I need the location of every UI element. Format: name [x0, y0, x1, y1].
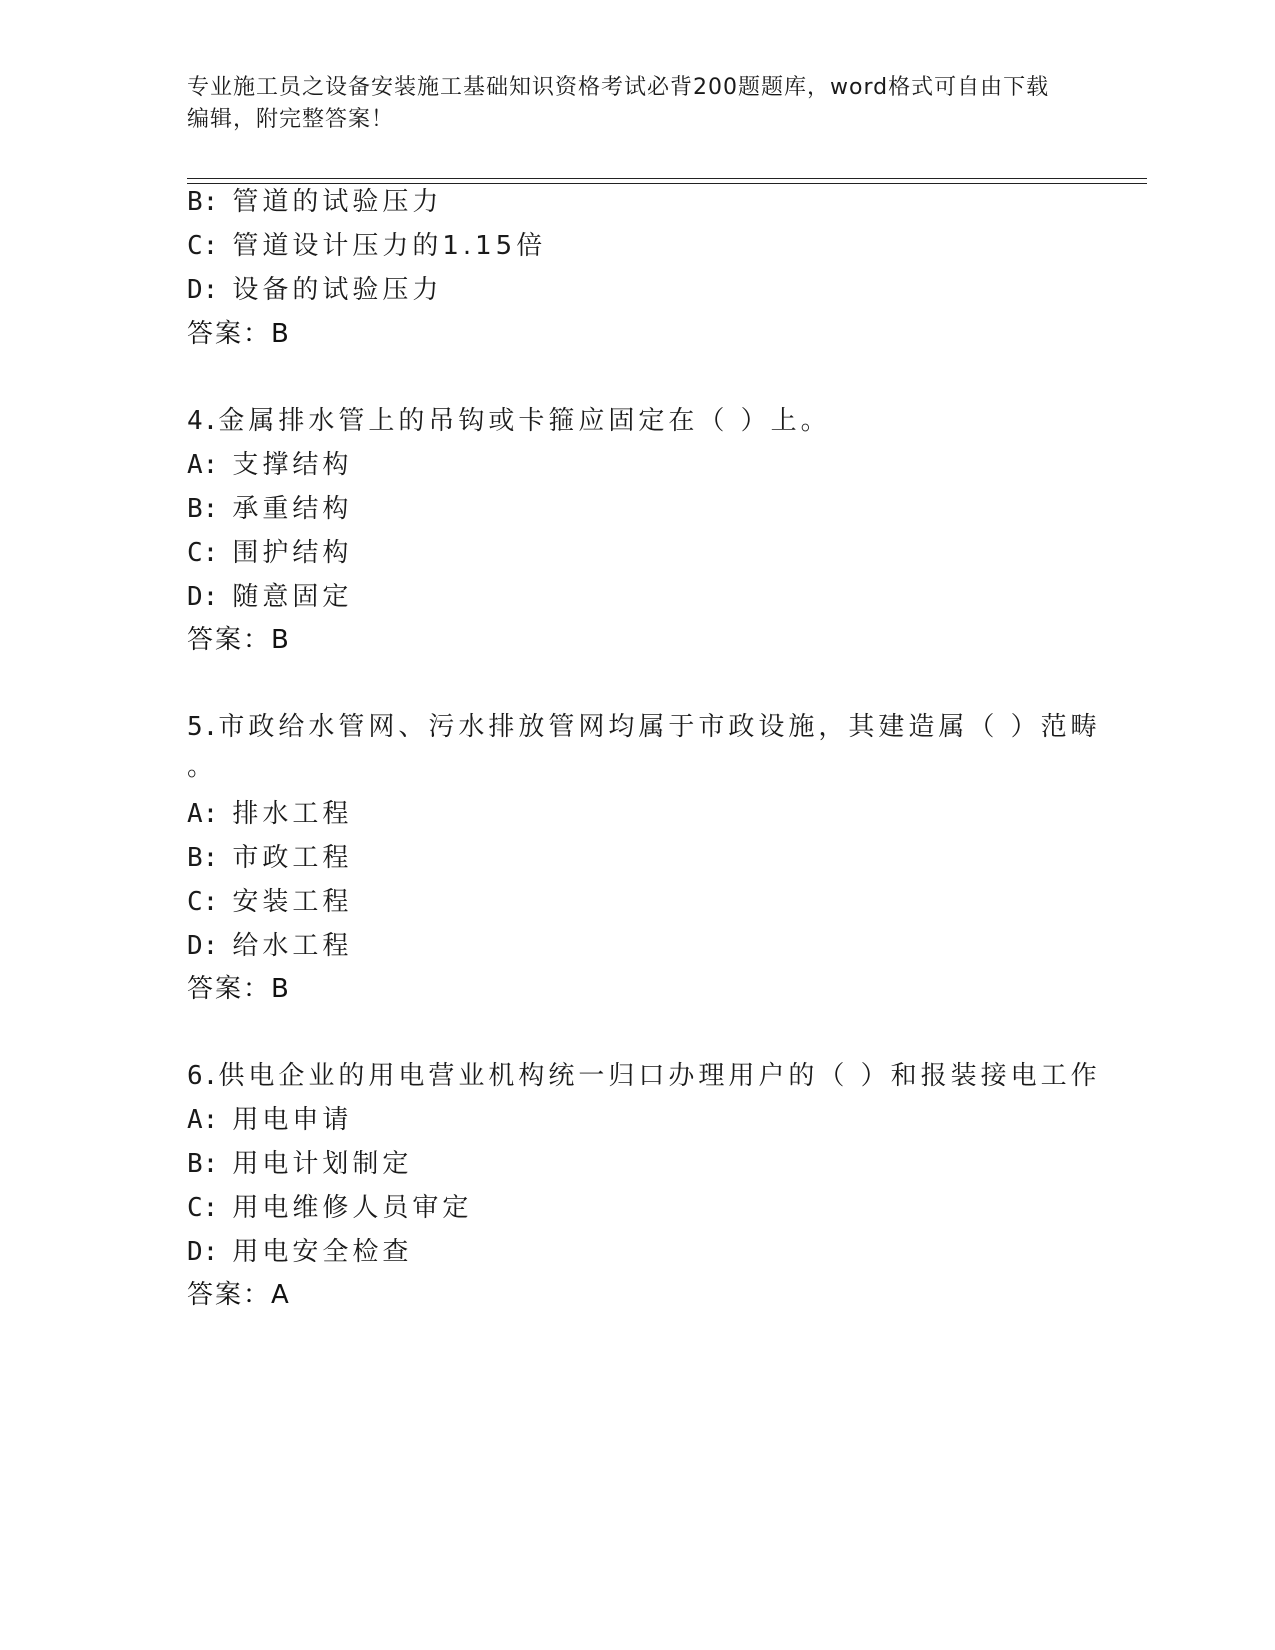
- q5-option-b: [187, 841, 352, 875]
- q4-stem: [187, 404, 831, 438]
- option-text: 用电申请: [232, 1105, 353, 1135]
- option-text: 给水工程: [232, 931, 353, 961]
- q6-answer: [187, 1278, 291, 1312]
- option-text: 用电安全检查: [232, 1237, 413, 1267]
- q5-option-d: [187, 929, 352, 963]
- q6-option-b: [187, 1147, 412, 1181]
- option-text: 用电维修人员审定: [232, 1193, 473, 1223]
- q3-option-d: [187, 273, 442, 307]
- q5-option-a: [187, 797, 352, 831]
- option-label: C:: [187, 231, 219, 261]
- option-label: A:: [187, 450, 219, 480]
- question-text: 金属排水管上的吊钩或卡箍应固定在（ ）上。: [218, 406, 831, 436]
- option-text: 围护结构: [232, 538, 353, 568]
- option-label: A:: [187, 799, 219, 829]
- option-text: 市政工程: [232, 843, 353, 873]
- q4-option-d: [187, 580, 352, 614]
- answer-value: A: [271, 1280, 291, 1310]
- option-text: 设备的试验压力: [232, 275, 443, 305]
- header-divider-top: [187, 178, 1147, 179]
- option-label: C:: [187, 1193, 219, 1223]
- question-text: 供电企业的用电营业机构统一归口办理用户的（ ）和报装接电工作: [218, 1061, 1101, 1091]
- answer-label: 答案：: [187, 974, 272, 1004]
- option-text: 用电计划制定: [232, 1149, 413, 1179]
- option-label: B:: [187, 187, 219, 217]
- option-label: D:: [187, 275, 219, 305]
- option-label: B:: [187, 843, 219, 873]
- header-divider-bottom: [187, 183, 1147, 184]
- option-text: 排水工程: [232, 799, 353, 829]
- answer-label: 答案：: [187, 1280, 272, 1310]
- option-label: B:: [187, 1149, 219, 1179]
- option-label: C:: [187, 538, 219, 568]
- question-number: 6.: [187, 1061, 219, 1091]
- q5-answer: [187, 972, 291, 1006]
- answer-value: B: [271, 319, 291, 349]
- question-text-tail: 。: [187, 752, 218, 782]
- q6-option-a: [187, 1103, 352, 1137]
- option-label: D:: [187, 582, 219, 612]
- option-text: 随意固定: [232, 582, 353, 612]
- q4-answer: [187, 623, 291, 657]
- q5-option-c: [187, 885, 352, 919]
- document-title: 专业施工员之设备安装施工基础知识资格考试必背200题题库，word格式可自由下载编辑，附完整答案！: [187, 75, 1050, 132]
- document-header: [187, 72, 1067, 136]
- question-number: 4.: [187, 406, 219, 436]
- answer-value: B: [271, 974, 291, 1004]
- q3-answer: [187, 317, 291, 351]
- option-label: A:: [187, 1105, 219, 1135]
- option-label: D:: [187, 1237, 219, 1267]
- option-text: 管道的试验压力: [232, 187, 443, 217]
- answer-value: B: [271, 625, 291, 655]
- question-text: 市政给水管网、污水排放管网均属于市政设施，其建造属（ ）范畴: [218, 712, 1101, 742]
- q3-option-c: [187, 229, 546, 263]
- option-label: C:: [187, 887, 219, 917]
- q4-option-b: [187, 492, 352, 526]
- q4-option-c: [187, 536, 352, 570]
- q5-stem-tail: [187, 750, 217, 784]
- answer-label: 答案：: [187, 625, 272, 655]
- q5-stem: [187, 710, 1101, 744]
- answer-label: 答案：: [187, 319, 272, 349]
- option-text: 支撑结构: [232, 450, 353, 480]
- option-text: 承重结构: [232, 494, 353, 524]
- q6-option-d: [187, 1235, 412, 1269]
- option-label: D:: [187, 931, 219, 961]
- q3-option-b: [187, 185, 442, 219]
- option-text: 安装工程: [232, 887, 353, 917]
- option-text: 管道设计压力的1.15倍: [232, 231, 547, 261]
- q4-option-a: [187, 448, 352, 482]
- q6-stem: [187, 1059, 1101, 1093]
- option-label: B:: [187, 494, 219, 524]
- q6-option-c: [187, 1191, 472, 1225]
- question-number: 5.: [187, 712, 219, 742]
